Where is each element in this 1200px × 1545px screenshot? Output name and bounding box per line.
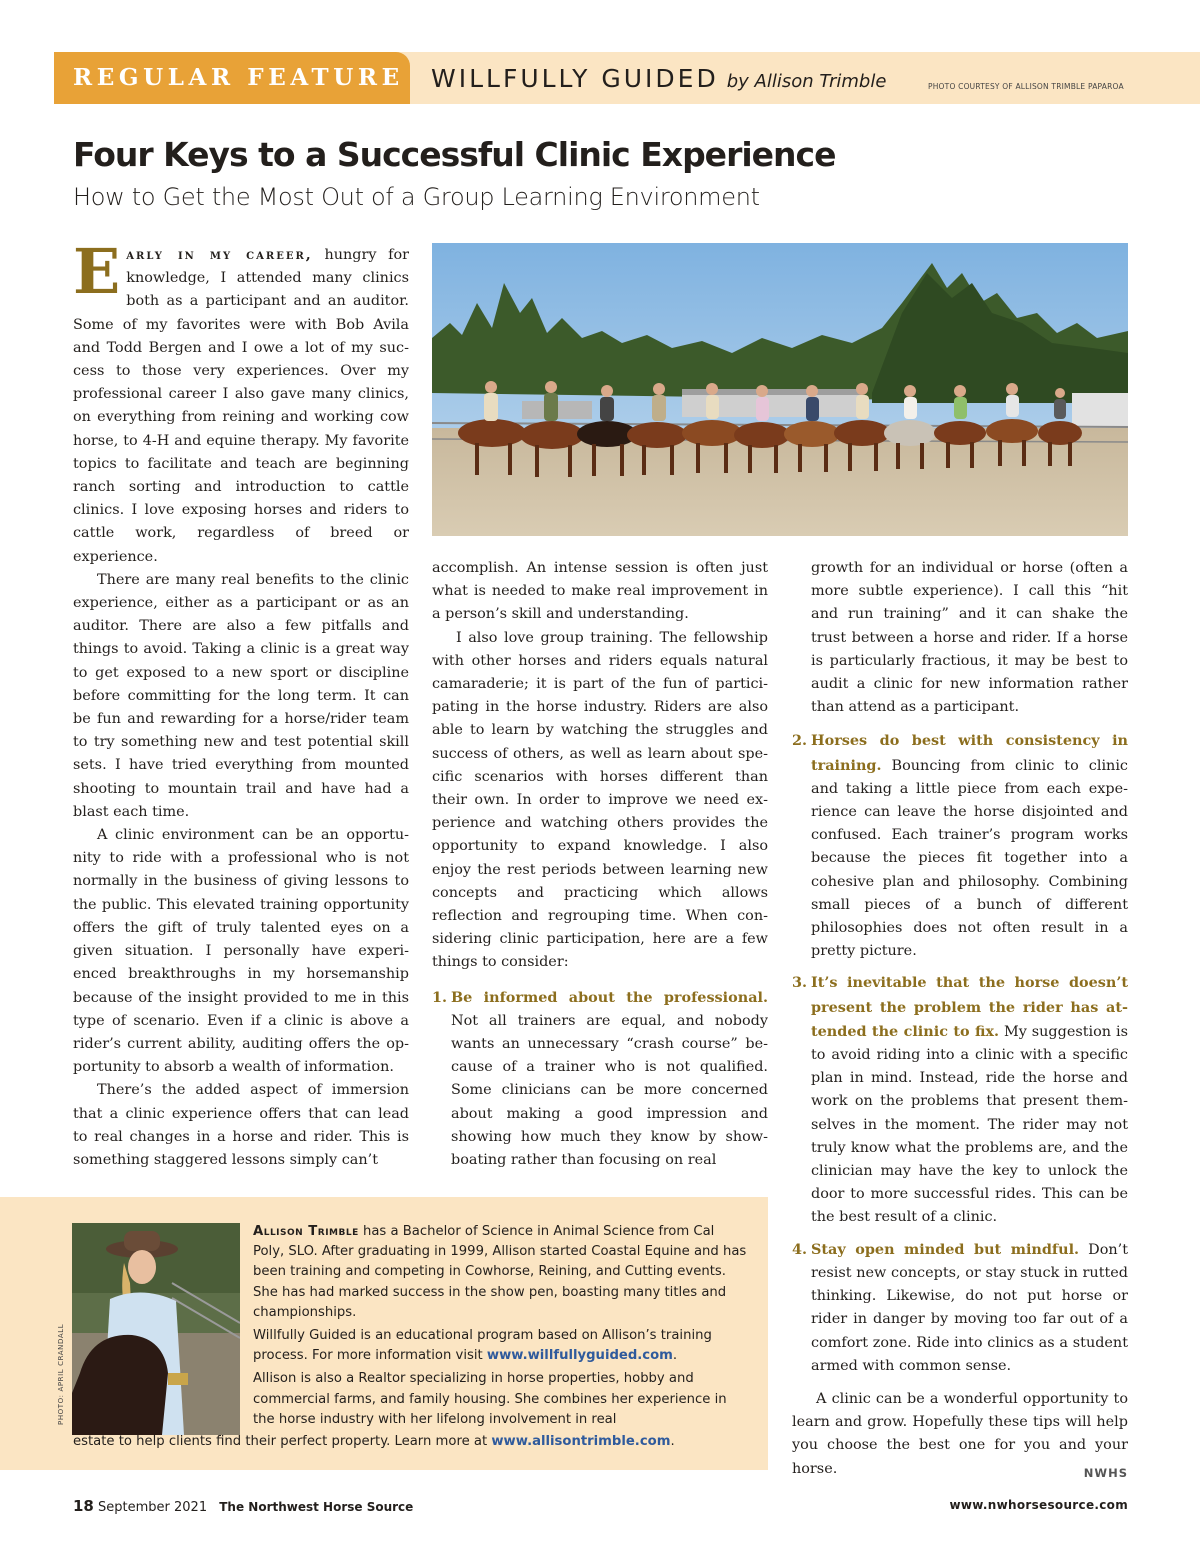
dropcap: E <box>73 243 121 308</box>
author-bio-text <box>253 1222 747 1433</box>
tip-1-body-b: growth for an individual or horse (often a more subtle experience). I call this “hit and run training” and it can shake the trust between a horse and rider. If a horse is particularly fractious, it may be best to audit a clinic for new information rather than attend as a participant. <box>811 560 1128 716</box>
column-heading <box>431 64 886 93</box>
tip-3 <box>792 971 1128 1229</box>
section-tab <box>54 52 410 104</box>
lead-in: arly in my career, <box>126 246 313 263</box>
willfullyguided-link[interactable]: www.willfullyguided.com <box>486 1348 673 1364</box>
tip-4-body: Don’t resist new concepts, or stay stuck in rutted thinking. Likewise, do not put horse or rider in danger by moving too far out of a comfort zone. Ride into clinics as a student armed with common sense. <box>811 1241 1128 1374</box>
closing-text: A clinic can be a wonderful opportunity to learn and grow. Hopefully these tips will help you choose the best one for you and your horse. <box>792 1390 1128 1477</box>
paragraph-5: accomplish. An intense session is often just what is needed to make real improvement in a person’s skill and understanding. <box>432 560 768 623</box>
article-title: Four Keys to a Successful Clinic Experience <box>73 135 836 174</box>
column-2 <box>432 557 768 1177</box>
tip-2-body: Bouncing from clinic to clinic and taking a little piece from each experience can leave the horse disjointed and confused. Each trainer’s program works because the pieces fit together into a cohesive plan and philosophy. Combining small pieces of a bunch of different philosophies does not often result in a pretty picture. <box>811 757 1128 960</box>
closing-paragraph <box>792 1388 1128 1481</box>
author-photo <box>72 1223 240 1435</box>
bio-p1-text: has a Bachelor of Science in Animal Science from Cal Poly, SLO. After graduating in 1999, Allison started Coastal Equine and has been training and competing in Cowhorse, Reining, and Cutting events. She has had marked success in the show pen, boasting many titles and championships. <box>253 1224 747 1320</box>
bio-paragraph-3 <box>253 1369 747 1430</box>
header-photo-credit: PHOTO COURTESY OF ALLISON TRIMBLE PAPAROA <box>928 82 1124 91</box>
bio-p3-text: Allison is also a Realtor specializing in horse properties, hobby and commercial farms, and family housing. She combines her experience in the horse industry with her lifelong involvement in real <box>253 1371 727 1427</box>
tip-1 <box>432 986 768 1173</box>
clinic-group-photo <box>432 243 1128 536</box>
footer-left <box>73 1497 413 1515</box>
bio-p2-text: Willfully Guided is an educational program based on Allison’s training process. For more information visit <box>253 1328 712 1364</box>
magazine-name: The Northwest Horse Source <box>219 1500 414 1514</box>
tip-1-body-a: Not all trainers are equal, and nobody wants an unnecessary “crash course” because of a trainer who is not qualified. Some clinicians can be more concerned about making a good impression and showing how much they know by showboating rather than focusing on real <box>451 1012 768 1169</box>
tip-4-number: 4. <box>792 1240 808 1258</box>
bio-paragraph-2: Willfully Guided is an educational program based on Allison’s training process. For more information visit www.willfullyguided.com. <box>253 1328 712 1364</box>
author-name: Allison Trimble <box>253 1224 359 1239</box>
paragraph-4: There’s the added aspect of immersion that a clinic experience offers that can lead to real changes in a horse and rider. This is something staggered lessons simply can’t <box>73 1082 409 1168</box>
paragraph-intro <box>73 243 409 569</box>
article-subtitle: How to Get the Most Out of a Group Learning Environment <box>73 183 760 211</box>
column-title: WILLFULLY GUIDED <box>431 64 719 93</box>
tip-2-lead: Horses do best with consistency in training. <box>811 732 1128 774</box>
paragraph-2: There are many real benefits to the clinic experience, either as a participant or as an auditor. There are also a few pitfalls and things to avoid. Taking a clinic is a great way to get exposed to a new sport or discipline before committing for the long term. It can be fun and rewarding for a horse/rider team to try something new and test potential skill sets. I have tried everything from mounted shooting to mountain trail and have had a blast each time. <box>73 571 409 820</box>
column-1 <box>73 243 409 1173</box>
tip-2-text <box>811 729 1128 963</box>
section-label: REGULAR FEATURE <box>73 64 404 91</box>
tip-3-lead: It’s inevitable that the horse doesn’t present the problem the rider has attended the clinic to fix. <box>811 974 1128 1040</box>
paragraph-1-text: hungry for knowledge, I attended many clinics both as a participant and an auditor. Some of my favorites were with Bob Avila and Todd Bergen and I owe a lot of my success to those very experiences. Over my professional career I also gave many clinics, on everything from reining and working cow horse, to 4-H and equine therapy. My favorite topics to facilitate and teach are beginning ranch sorting and introduction to cattle clinics. I love exposing horses and riders to cattle work, regardless of breed or experience. <box>73 247 409 565</box>
byline: by Allison Trimble <box>726 71 887 92</box>
author-photo-credit: PHOTO: APRIL CRANDALL <box>57 1323 65 1425</box>
bio-paragraph-1 <box>253 1222 747 1323</box>
tip-3-body: My suggestion is to avoid riding into a clinic with a specific plan in mind. Instead, ride the horse and work on the problems that present themselves in the moment. The rider may not truly know what the problems are, and the clinician may have the key to unlock the door to more successful rides. This can be the best result of a clinic. <box>811 1023 1128 1226</box>
footer-website[interactable]: www.nwhorsesource.com <box>949 1498 1128 1512</box>
allisontrimble-link[interactable]: www.allisontrimble.com <box>491 1434 671 1449</box>
tip-1-text <box>451 986 768 1173</box>
tip-2-number: 2. <box>792 732 808 750</box>
column-3 <box>792 557 1128 1487</box>
tip-3-number: 3. <box>792 974 808 992</box>
bio-p3-tail: estate to help clients find their perfect property. Learn more at <box>73 1434 492 1449</box>
author-bio-tail: estate to help clients find their perfect property. Learn more at www.allisontrimble.com. <box>73 1434 675 1449</box>
issue-date: September 2021 <box>98 1500 208 1515</box>
tip-3-text <box>811 971 1128 1229</box>
paragraph-3: A clinic environment can be an opportunity to ride with a professional who is not normally in the business of giving lessons to the public. This elevated training opportunity offers the gift of truly talented eyes on a given situation. I personally have experienced breakthroughs in my horsemanship because of the insight provided to me in this type of scenario. Even if a clinic is above a rider’s current ability, auditing offers the opportunity to absorb a wealth of information. <box>73 827 409 1076</box>
paragraph-6: I also love group training. The fellowship with other horses and riders equals natural camaraderie; it is part of the fun of participating in the horse industry. Riders are also able to learn by watching the struggles and success of others, as well as learn about specific scenarios with horses different than their own. In order to improve we need experience and watching others provides the opportunity to expand knowledge. I also enjoy the rest periods between learning new concepts and practicing which allows reflection and regrouping time. When considering clinic participation, here are a few things to consider: <box>432 629 768 971</box>
tip-1-continued <box>792 557 1128 719</box>
signoff: NWHS <box>1083 1465 1128 1480</box>
page-number: 18 <box>73 1497 94 1515</box>
tip-4-lead: Stay open minded but mindful. <box>811 1240 1080 1258</box>
tip-1-number: 1. <box>432 988 448 1006</box>
tip-4 <box>792 1238 1128 1378</box>
tip-4-text <box>811 1238 1128 1378</box>
tip-1-lead: Be informed about the professional. <box>451 988 768 1006</box>
tip-2 <box>792 729 1128 963</box>
